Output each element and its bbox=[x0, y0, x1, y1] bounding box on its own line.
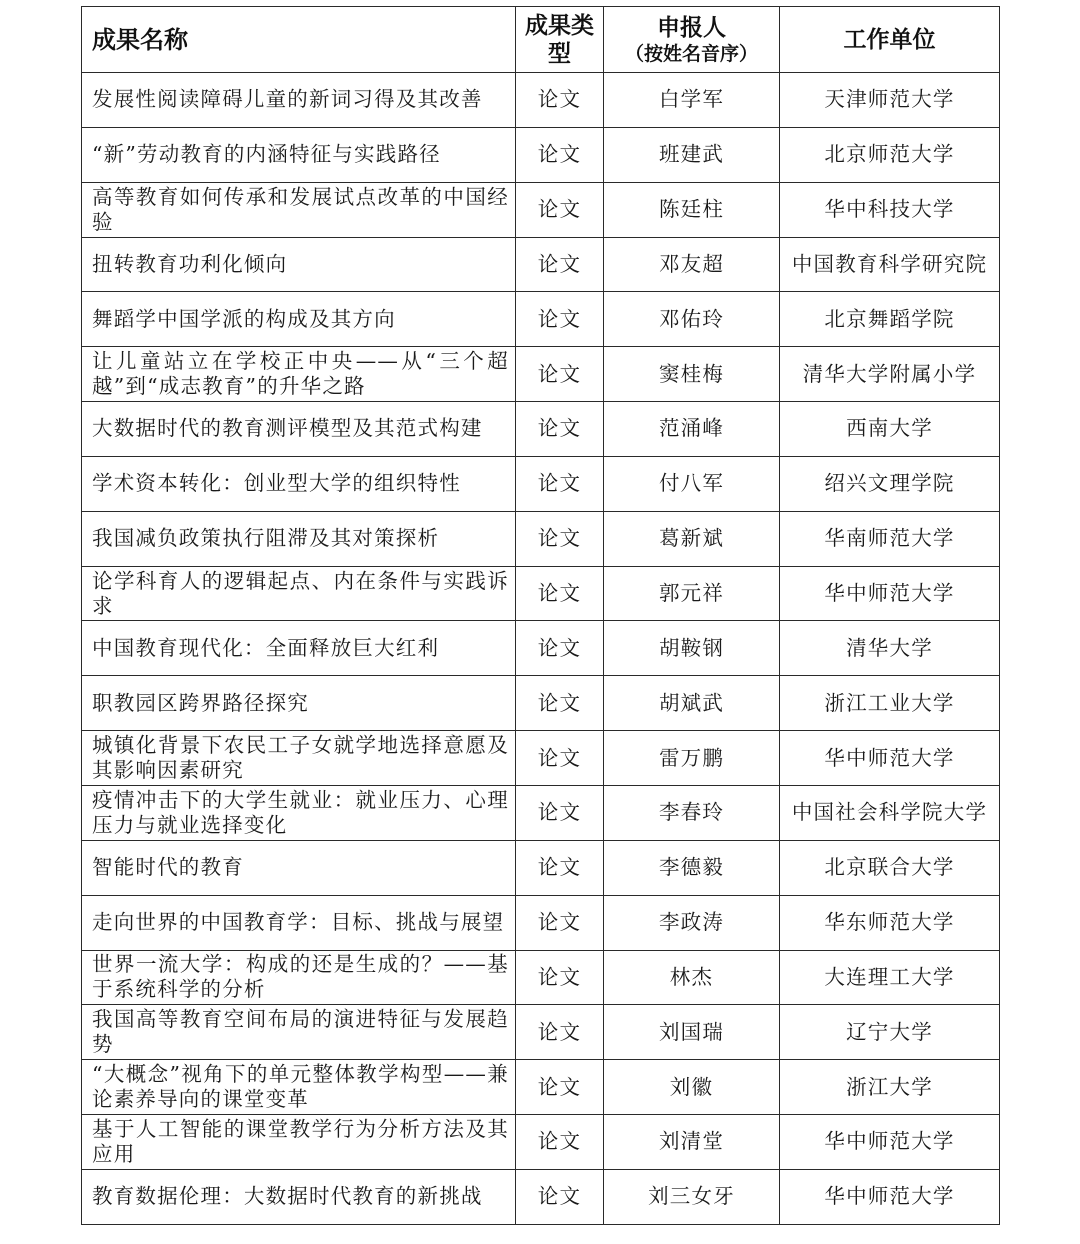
cell-type: 论文 bbox=[516, 621, 604, 676]
cell-applicant: 刘清堂 bbox=[604, 1115, 780, 1170]
table-row bbox=[82, 1115, 1000, 1170]
cell-type: 论文 bbox=[516, 676, 604, 731]
cell-applicant: 班建武 bbox=[604, 127, 780, 182]
cell-type: 论文 bbox=[516, 566, 604, 621]
cell-applicant: 刘徽 bbox=[604, 1060, 780, 1115]
table-row bbox=[82, 292, 1000, 347]
cell-type: 论文 bbox=[516, 950, 604, 1005]
cell-title: 论学科育人的逻辑起点、内在条件与实践诉求 bbox=[82, 566, 516, 621]
cell-applicant: 邓佑玲 bbox=[604, 292, 780, 347]
table-row bbox=[82, 347, 1000, 402]
cell-type: 论文 bbox=[516, 237, 604, 292]
cell-unit: 华南师范大学 bbox=[780, 511, 1000, 566]
table-row bbox=[82, 785, 1000, 840]
cell-title: 发展性阅读障碍儿童的新词习得及其改善 bbox=[82, 73, 516, 128]
cell-title: 城镇化背景下农民工子女就学地选择意愿及其影响因素研究 bbox=[82, 731, 516, 786]
table-row bbox=[82, 182, 1000, 237]
cell-title: 让儿童站立在学校正中央——从“三个超越”到“成志教育”的升华之路 bbox=[82, 347, 516, 402]
cell-type: 论文 bbox=[516, 347, 604, 402]
cell-title: 世界一流大学：构成的还是生成的？——基于系统科学的分析 bbox=[82, 950, 516, 1005]
cell-applicant: 李德毅 bbox=[604, 840, 780, 895]
cell-title: 高等教育如何传承和发展试点改革的中国经验 bbox=[82, 182, 516, 237]
table-row bbox=[82, 566, 1000, 621]
cell-applicant: 葛新斌 bbox=[604, 511, 780, 566]
cell-type: 论文 bbox=[516, 1005, 604, 1060]
cell-unit: 浙江大学 bbox=[780, 1060, 1000, 1115]
cell-title: 学术资本转化：创业型大学的组织特性 bbox=[82, 456, 516, 511]
cell-unit: 清华大学 bbox=[780, 621, 1000, 676]
cell-applicant: 窦桂梅 bbox=[604, 347, 780, 402]
cell-type: 论文 bbox=[516, 292, 604, 347]
table-row bbox=[82, 511, 1000, 566]
header-applicant bbox=[604, 7, 780, 73]
cell-unit: 中国社会科学院大学 bbox=[780, 785, 1000, 840]
cell-type: 论文 bbox=[516, 785, 604, 840]
cell-type: 论文 bbox=[516, 895, 604, 950]
cell-unit: 华中科技大学 bbox=[780, 182, 1000, 237]
header-type: 成果类型 bbox=[516, 7, 604, 73]
cell-unit: 北京联合大学 bbox=[780, 840, 1000, 895]
achievements-table bbox=[81, 6, 1000, 1225]
cell-title: 我国减负政策执行阻滞及其对策探析 bbox=[82, 511, 516, 566]
cell-unit: 华中师范大学 bbox=[780, 1169, 1000, 1224]
cell-applicant: 刘三女牙 bbox=[604, 1169, 780, 1224]
cell-title: 基于人工智能的课堂教学行为分析方法及其应用 bbox=[82, 1115, 516, 1170]
cell-unit: 清华大学附属小学 bbox=[780, 347, 1000, 402]
cell-type: 论文 bbox=[516, 511, 604, 566]
table-row bbox=[82, 950, 1000, 1005]
cell-unit: 华中师范大学 bbox=[780, 731, 1000, 786]
cell-unit: 华中师范大学 bbox=[780, 1115, 1000, 1170]
table-row bbox=[82, 676, 1000, 731]
cell-unit: 北京师范大学 bbox=[780, 127, 1000, 182]
cell-type: 论文 bbox=[516, 456, 604, 511]
table-body bbox=[82, 73, 1000, 1225]
cell-title: “大概念”视角下的单元整体教学构型——兼论素养导向的课堂变革 bbox=[82, 1060, 516, 1115]
cell-type: 论文 bbox=[516, 127, 604, 182]
cell-unit: 大连理工大学 bbox=[780, 950, 1000, 1005]
cell-applicant: 刘国瑞 bbox=[604, 1005, 780, 1060]
header-unit: 工作单位 bbox=[780, 7, 1000, 73]
cell-unit: 华中师范大学 bbox=[780, 566, 1000, 621]
cell-type: 论文 bbox=[516, 1169, 604, 1224]
cell-type: 论文 bbox=[516, 182, 604, 237]
cell-title: 大数据时代的教育测评模型及其范式构建 bbox=[82, 402, 516, 457]
cell-unit: 华东师范大学 bbox=[780, 895, 1000, 950]
cell-type: 论文 bbox=[516, 731, 604, 786]
cell-unit: 北京舞蹈学院 bbox=[780, 292, 1000, 347]
cell-title: 舞蹈学中国学派的构成及其方向 bbox=[82, 292, 516, 347]
cell-applicant: 付八军 bbox=[604, 456, 780, 511]
cell-applicant: 雷万鹏 bbox=[604, 731, 780, 786]
cell-applicant: 邓友超 bbox=[604, 237, 780, 292]
cell-applicant: 李政涛 bbox=[604, 895, 780, 950]
cell-applicant: 胡鞍钢 bbox=[604, 621, 780, 676]
table-row bbox=[82, 237, 1000, 292]
table-row bbox=[82, 895, 1000, 950]
table-row bbox=[82, 1005, 1000, 1060]
cell-applicant: 林杰 bbox=[604, 950, 780, 1005]
cell-type: 论文 bbox=[516, 73, 604, 128]
table-row bbox=[82, 127, 1000, 182]
cell-unit: 西南大学 bbox=[780, 402, 1000, 457]
cell-type: 论文 bbox=[516, 840, 604, 895]
cell-unit: 绍兴文理学院 bbox=[780, 456, 1000, 511]
cell-applicant: 胡斌武 bbox=[604, 676, 780, 731]
table-row bbox=[82, 840, 1000, 895]
cell-applicant: 白学军 bbox=[604, 73, 780, 128]
cell-applicant: 李春玲 bbox=[604, 785, 780, 840]
table-row bbox=[82, 731, 1000, 786]
table-header-row bbox=[82, 7, 1000, 73]
cell-unit: 天津师范大学 bbox=[780, 73, 1000, 128]
cell-title: 智能时代的教育 bbox=[82, 840, 516, 895]
cell-title: “新”劳动教育的内涵特征与实践路径 bbox=[82, 127, 516, 182]
cell-applicant: 郭元祥 bbox=[604, 566, 780, 621]
cell-title: 教育数据伦理：大数据时代教育的新挑战 bbox=[82, 1169, 516, 1224]
cell-unit: 浙江工业大学 bbox=[780, 676, 1000, 731]
cell-type: 论文 bbox=[516, 1115, 604, 1170]
header-title: 成果名称 bbox=[82, 7, 516, 73]
table-row bbox=[82, 1060, 1000, 1115]
table-row bbox=[82, 73, 1000, 128]
cell-title: 扭转教育功利化倾向 bbox=[82, 237, 516, 292]
cell-type: 论文 bbox=[516, 1060, 604, 1115]
cell-applicant: 范涌峰 bbox=[604, 402, 780, 457]
table-row bbox=[82, 621, 1000, 676]
cell-title: 职教园区跨界路径探究 bbox=[82, 676, 516, 731]
header-applicant-note: （按姓名音序） bbox=[624, 42, 758, 65]
cell-unit: 中国教育科学研究院 bbox=[780, 237, 1000, 292]
cell-title: 中国教育现代化：全面释放巨大红利 bbox=[82, 621, 516, 676]
cell-title: 我国高等教育空间布局的演进特征与发展趋势 bbox=[82, 1005, 516, 1060]
cell-title: 走向世界的中国教育学：目标、挑战与展望 bbox=[82, 895, 516, 950]
cell-unit: 辽宁大学 bbox=[780, 1005, 1000, 1060]
table-row bbox=[82, 1169, 1000, 1224]
table-row bbox=[82, 402, 1000, 457]
cell-type: 论文 bbox=[516, 402, 604, 457]
header-applicant-label: 申报人 bbox=[657, 14, 726, 41]
table-row bbox=[82, 456, 1000, 511]
cell-title: 疫情冲击下的大学生就业：就业压力、心理压力与就业选择变化 bbox=[82, 785, 516, 840]
cell-applicant: 陈廷柱 bbox=[604, 182, 780, 237]
